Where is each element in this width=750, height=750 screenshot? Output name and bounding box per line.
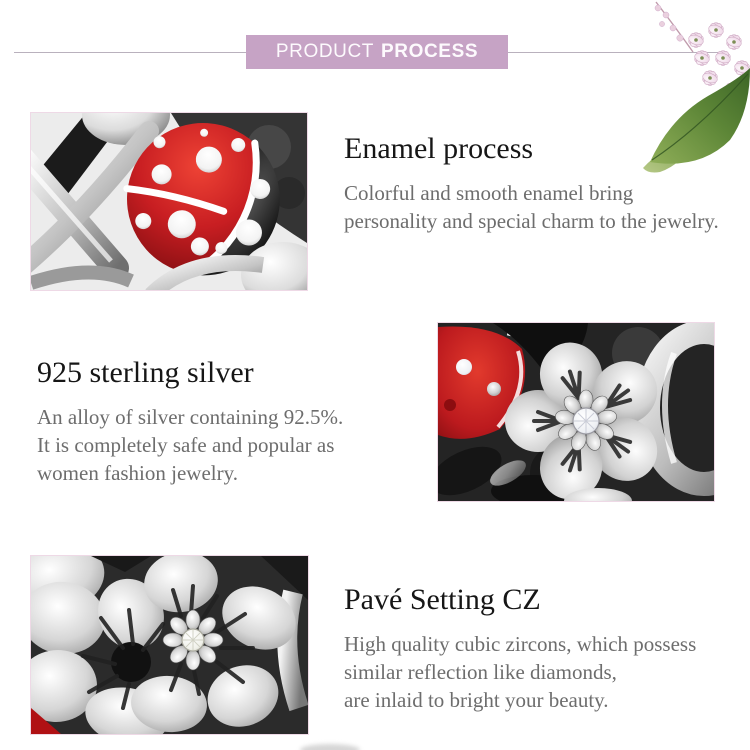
sterling-silver-text-block (37, 356, 417, 487)
section-body-enamel (344, 179, 744, 235)
cz-petals-image (30, 555, 309, 735)
body-line: An alloy of silver containing 92.5%. (37, 405, 344, 429)
petal-closeup-photo (31, 556, 308, 734)
next-image-edge-peek (300, 744, 360, 750)
body-line: similar reflection like diamonds, (344, 660, 617, 684)
section-banner (246, 35, 508, 69)
enamel-charm-image (30, 112, 308, 291)
banner-title-bold: PROCESS (381, 41, 479, 62)
body-line: are inlaid to bright your beauty. (344, 688, 609, 712)
section-heading-silver: 925 sterling silver (37, 356, 254, 389)
ladybug-charm-photo (31, 113, 307, 290)
pave-setting-text-block (344, 583, 744, 714)
section-body-silver (37, 403, 417, 487)
section-heading-enamel: Enamel process (344, 132, 534, 165)
body-line: It is completely safe and popular as (37, 433, 335, 457)
body-line: personality and special charm to the jewelry. (344, 209, 719, 233)
body-line: High quality cubic zircons, which possess (344, 632, 697, 656)
silver-flower-charm-image (437, 322, 715, 502)
banner-title-regular: PRODUCT (275, 41, 375, 62)
section-heading-pave: Pavé Setting CZ (344, 583, 541, 616)
body-line: Colorful and smooth enamel bring (344, 181, 634, 205)
body-line: women fashion jewelry. (37, 461, 238, 485)
flower-charm-photo (438, 323, 714, 501)
lilac-blossom-and-leaf-icon (638, 0, 750, 180)
section-body-pave (344, 630, 744, 714)
